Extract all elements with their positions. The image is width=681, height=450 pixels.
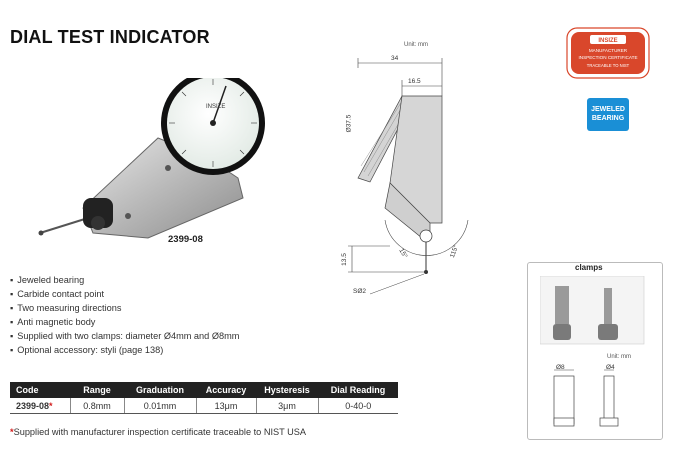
angle-right: 115° <box>448 244 460 259</box>
code-text: 2399-08 <box>16 400 50 411</box>
feature-item: ▪ Anti magnetic body <box>10 315 239 329</box>
jeweled-bearing-badge <box>587 98 629 131</box>
table-row <box>10 398 398 414</box>
cert-line2: INSPECTION CERTIFICATE <box>578 55 638 60</box>
col-header-code: Code <box>10 382 70 398</box>
cell-graduation: 0.01mm <box>124 398 196 414</box>
dim-diameter: Ø37.5 <box>345 114 353 133</box>
dim-width2: 16.5 <box>408 78 421 85</box>
clamp-dia-8: Ø8 <box>556 364 565 371</box>
footnote-asterisk: * <box>10 427 14 437</box>
cert-line1: MANUFACTURER <box>588 48 628 53</box>
asterisk: * <box>49 400 53 411</box>
clamps-unit: Unit: mm <box>607 354 631 360</box>
dim-width: 34 <box>391 55 399 62</box>
nist-certificate-badge <box>566 27 650 79</box>
col-header-range: Range <box>70 382 124 398</box>
jewel-line1: JEWELED <box>591 106 625 113</box>
dim-height: 13.5 <box>340 253 348 266</box>
dial-brand-text: INSIZE <box>206 104 226 110</box>
footnote <box>10 427 306 437</box>
angle-left: 15° <box>397 247 409 260</box>
feature-item: ▪ Optional accessory: styli (page 138) <box>10 343 239 357</box>
col-header-hysteresis: Hysteresis <box>256 382 318 398</box>
page-title: DIAL TEST INDICATOR <box>10 27 210 47</box>
clamp-dia-4: Ø4 <box>606 364 615 371</box>
cell-dial-reading: 0-40-0 <box>318 398 398 414</box>
footnote-text: Supplied with manufacturer inspection certificate traceable to NIST USA <box>13 427 307 437</box>
cell-hysteresis: 3μm <box>256 398 318 414</box>
dim-ball: SØ2 <box>353 288 367 295</box>
product-photo <box>38 78 278 243</box>
feature-list <box>10 273 239 357</box>
feature-item: ▪ Carbide contact point <box>10 287 239 301</box>
model-label: 2399-08 <box>168 234 203 245</box>
jewel-line2: BEARING <box>591 115 625 122</box>
clamps-illustration <box>540 276 652 436</box>
cert-line3: TRACEABLE TO NIST <box>586 63 630 68</box>
table-header-row <box>10 382 398 398</box>
col-header-accuracy: Accuracy <box>196 382 256 398</box>
cell-range: 0.8mm <box>70 398 124 414</box>
cell-code <box>10 398 70 414</box>
feature-item: ▪ Supplied with two clamps: diameter Ø4mm and Ø8mm <box>10 329 239 343</box>
col-header-graduation: Graduation <box>124 382 196 398</box>
feature-item: ▪ Two measuring directions <box>10 301 239 315</box>
cell-accuracy: 13μm <box>196 398 256 414</box>
feature-item: ▪ Jeweled bearing <box>10 273 239 287</box>
cert-brand: INSIZE <box>598 38 618 44</box>
spec-table <box>10 382 398 414</box>
clamps-title: clamps <box>575 263 603 272</box>
drawing-unit: Unit: mm <box>404 42 428 48</box>
col-header-dial-reading: Dial Reading <box>318 382 398 398</box>
